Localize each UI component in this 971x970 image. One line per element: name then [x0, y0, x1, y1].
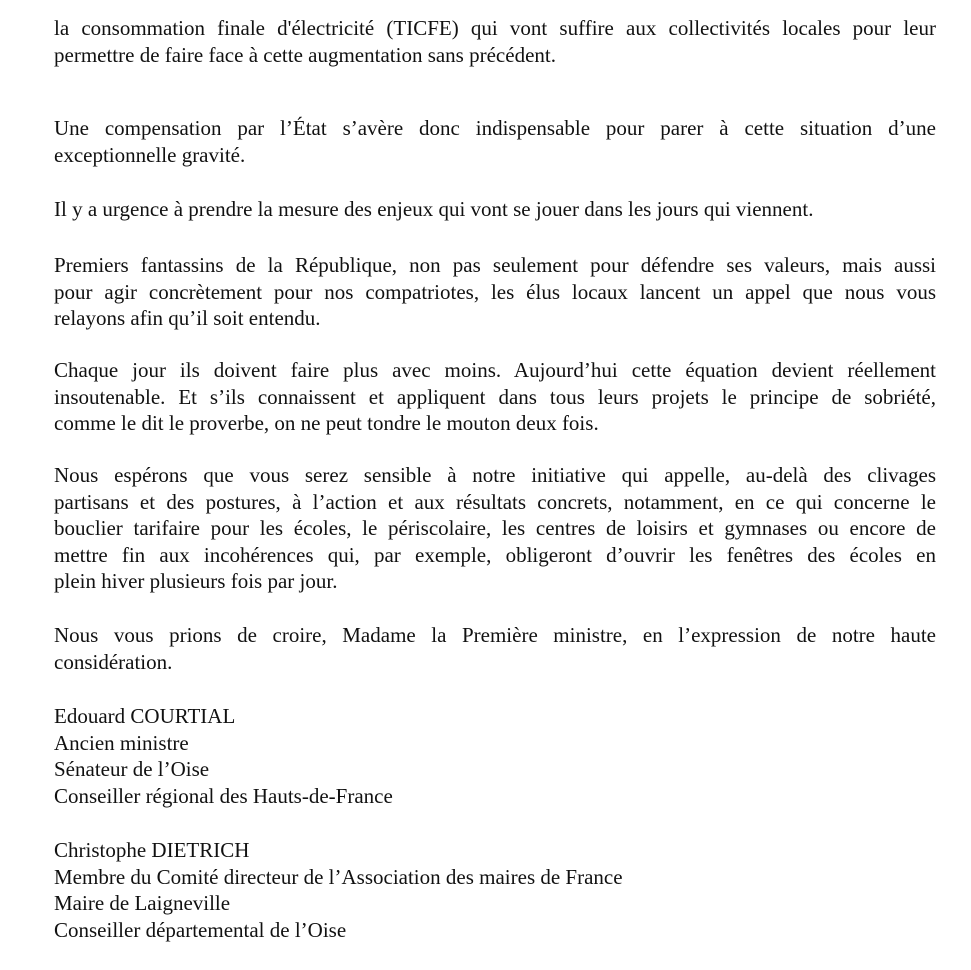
text-line: pour agir concrètement pour nos compatriotes, les élus locaux lancent un appel que nous vous: [54, 279, 936, 304]
paragraph-closing: [54, 622, 936, 675]
paragraph-urgence: [54, 196, 936, 223]
text-line: relayons afin qu’il soit entendu.: [54, 306, 321, 330]
text-line: partisans et des postures, à l’action et aux résultats concrets, notamment, en ce qui concerne le: [54, 489, 936, 514]
signatory-title: Conseiller départemental de l’Oise: [54, 917, 347, 942]
signatory-name: Edouard COURTIAL: [54, 704, 236, 728]
text-line: exceptionnelle gravité.: [54, 142, 246, 167]
text-line: Nous espérons que vous serez sensible à notre initiative qui appelle, au-delà des clivages: [54, 463, 936, 487]
paragraph-chaque-jour: [54, 357, 936, 437]
text-line: Premiers fantassins de la République, non pas seulement pour défendre ses valeurs, mais aussi: [54, 253, 936, 277]
text-line: insoutenable. Et s’ils connaissent et appliquent dans tous leurs projets le principe de sobriété,: [54, 384, 936, 409]
paragraph-initiative: [54, 462, 936, 595]
signatory-title: Ancien ministre: [54, 730, 189, 755]
text-line: Une compensation par l’État s’avère donc indispensable pour parer à cette situation d’une: [54, 116, 936, 140]
signatory-name: Christophe DIETRICH: [54, 838, 250, 862]
signatory-block: [54, 837, 934, 943]
text-line: Nous vous prions de croire, Madame la Première ministre, en l’expression de notre haute: [54, 623, 936, 647]
text-line: comme le dit le proverbe, on ne peut tondre le mouton deux fois.: [54, 411, 599, 435]
text-line: considération.: [54, 649, 173, 674]
signatory-title: Membre du Comité directeur de l’Association des maires de France: [54, 864, 623, 889]
signatory-block: [54, 703, 934, 809]
paragraph-fantassins: [54, 252, 936, 332]
text-line: Il y a urgence à prendre la mesure des enjeux qui vont se jouer dans les jours qui viennent.: [54, 197, 814, 221]
signatory-title: Maire de Laigneville: [54, 891, 231, 915]
paragraph-ticfe: [54, 15, 936, 68]
paragraph-compensation: [54, 115, 936, 168]
text-line: bouclier tarifaire pour les écoles, le périscolaire, les centres de loisirs et gymnases ou encore de: [54, 516, 936, 540]
text-line: plein hiver plusieurs fois par jour.: [54, 569, 338, 593]
signatory-title: Conseiller régional des Hauts-de-France: [54, 783, 393, 808]
text-line: mettre fin aux incohérences qui, par exemple, obligeront d’ouvrir les fenêtres des écoles en: [54, 542, 936, 567]
text-line: la consommation finale d'électricité (TICFE) qui vont suffire aux collectivités locales pour leur: [54, 16, 936, 40]
text-line: Chaque jour ils doivent faire plus avec moins. Aujourd’hui cette équation devient réellement: [54, 358, 936, 382]
signatory-title: Sénateur de l’Oise: [54, 757, 210, 781]
text-line: permettre de faire face à cette augmentation sans précédent.: [54, 42, 556, 67]
